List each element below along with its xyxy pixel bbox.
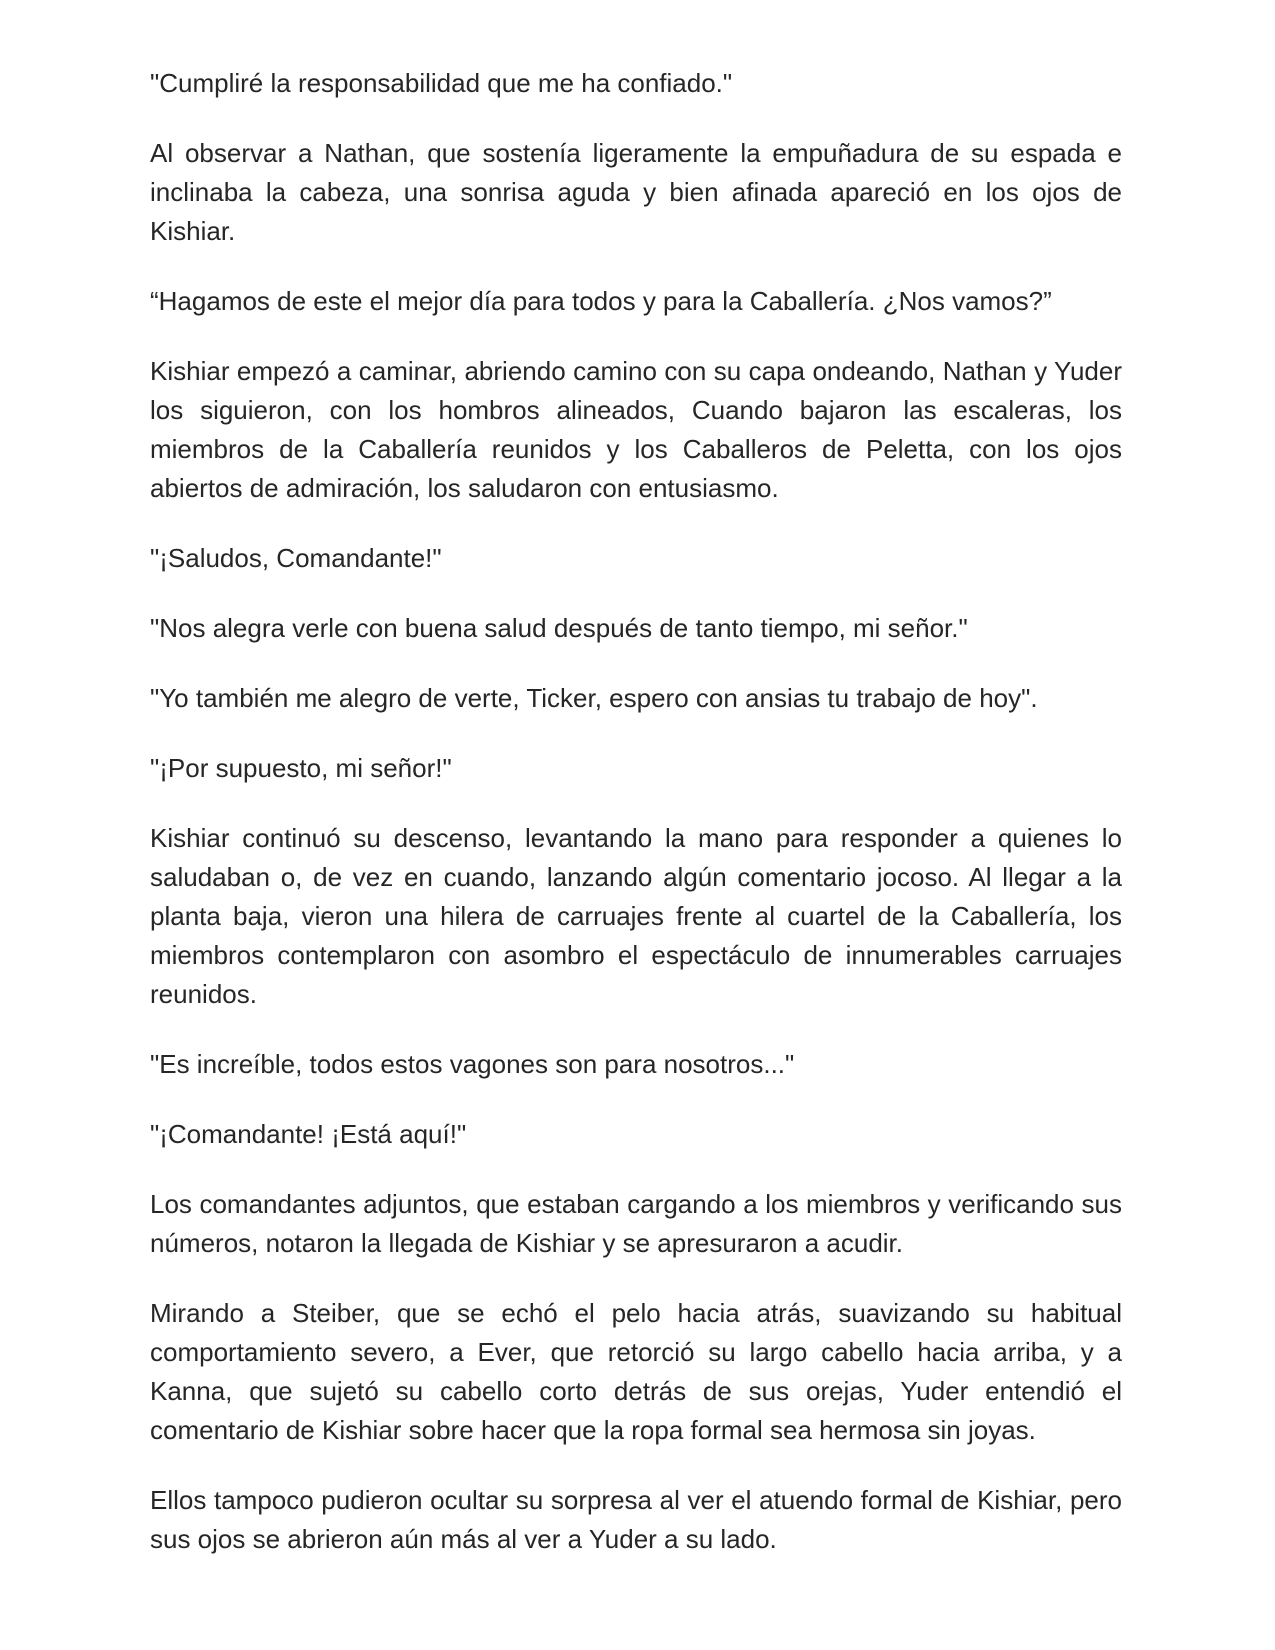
document-page xyxy=(150,64,1122,1559)
paragraph: "Cumpliré la responsabilidad que me ha confiado." xyxy=(150,68,733,98)
paragraph: "Es increíble, todos estos vagones son para nosotros..." xyxy=(150,1049,795,1079)
paragraph: "Yo también me alegro de verte, Ticker, espero con ansias tu trabajo de hoy". xyxy=(150,683,1038,713)
paragraph: "Nos alegra verle con buena salud después de tanto tiempo, mi señor." xyxy=(150,613,968,643)
paragraph: "¡Por supuesto, mi señor!" xyxy=(150,753,452,783)
paragraph: “Hagamos de este el mejor día para todos y para la Caballería. ¿Nos vamos?” xyxy=(150,286,1052,316)
paragraph: Kishiar empezó a caminar, abriendo camino con su capa ondeando, Nathan y Yuder los siguieron, con los hombros alineados, Cuando bajaron las escaleras, los miembros de la Caballería reunidos y los Caballeros de Peletta, con los ojos abiertos de admiración, los saludaron con entusiasmo. xyxy=(150,356,1122,503)
paragraph: Los comandantes adjuntos, que estaban cargando a los miembros y verificando sus números, notaron la llegada de Kishiar y se apresuraron a acudir. xyxy=(150,1189,1122,1258)
paragraph: Kishiar continuó su descenso, levantando la mano para responder a quienes lo saludaban o, de vez en cuando, lanzando algún comentario jocoso. Al llegar a la planta baja, vieron una hilera de carruajes frente al cuartel de la Caballería, los miembros contemplaron con asombro el espectáculo de innumerables carruajes reunidos. xyxy=(150,823,1122,1009)
paragraph: Mirando a Steiber, que se echó el pelo hacia atrás, suavizando su habitual comportamiento severo, a Ever, que retorció su largo cabello hacia arriba, y a Kanna, que sujetó su cabello corto detrás de sus orejas, Yuder entendió el comentario de Kishiar sobre hacer que la ropa formal sea hermosa sin joyas. xyxy=(150,1298,1122,1445)
paragraph: "¡Saludos, Comandante!" xyxy=(150,543,442,573)
paragraph: Al observar a Nathan, que sostenía ligeramente la empuñadura de su espada e inclinaba la cabeza, una sonrisa aguda y bien afinada apareció en los ojos de Kishiar. xyxy=(150,138,1122,246)
paragraph: "¡Comandante! ¡Está aquí!" xyxy=(150,1119,467,1149)
paragraph: Ellos tampoco pudieron ocultar su sorpresa al ver el atuendo formal de Kishiar, pero sus ojos se abrieron aún más al ver a Yuder a su lado. xyxy=(150,1485,1122,1554)
